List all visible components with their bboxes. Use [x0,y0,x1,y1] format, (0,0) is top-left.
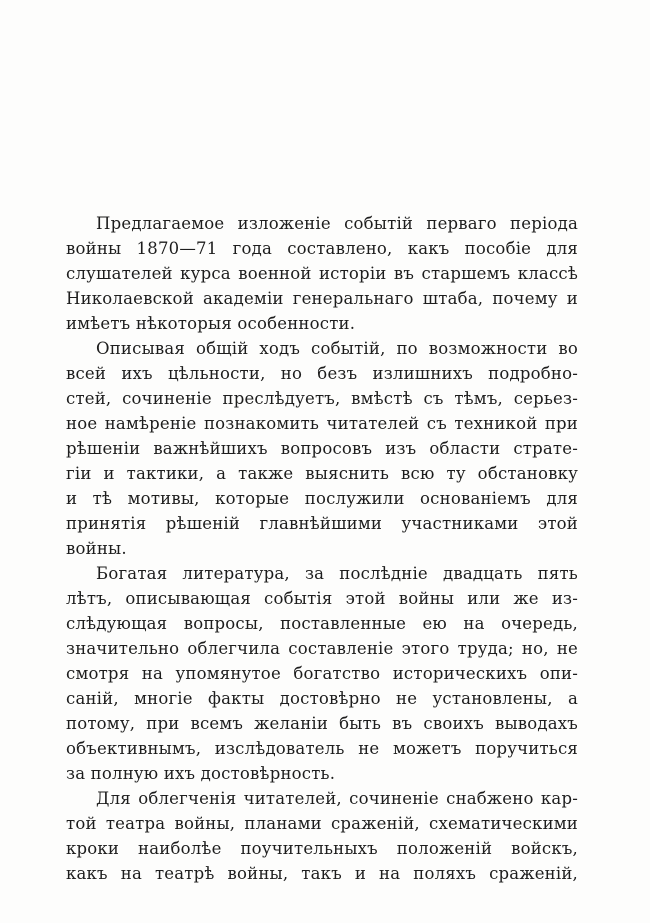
text-line: войны 1870—71 года составлено, какъ пособіе для [66,239,578,258]
text-line: значительно облегчила составленіе этого труда; но, не [66,639,578,658]
text-line: какъ на театрѣ войны, такъ и на поляхъ сраженій, [66,864,578,883]
text-line: кроки наиболѣе поучительныхъ положеній войскъ, [66,839,578,858]
paragraph [66,211,578,336]
text-line: и тѣ мотивы, которые послужили основаніемъ для [66,489,578,508]
text-line: той театра войны, планами сраженій, схематическими [66,814,578,833]
text-line: объективнымъ, изслѣдователь не можетъ поручиться [66,739,578,758]
text-line: слушателей курса военной исторіи въ старшемъ классѣ [66,264,578,283]
text-line: ное намѣреніе познакомить читателей съ техникой при [66,414,578,433]
text-line: войны. [66,539,127,558]
paragraph [66,336,578,561]
paragraph [66,561,578,786]
text-line: за полную ихъ достовѣрность. [66,764,336,783]
text-line: Для облегченія читателей, сочиненіе снабжено кар- [96,789,578,808]
text-line: слѣдующая вопросы, поставленные ею на очередь, [66,614,578,633]
text-line: всей ихъ цѣльности, но безъ излишнихъ подробно- [66,364,578,383]
text-line: гіи и тактики, а также выяснить всю ту обстановку [66,464,578,483]
text-line: саній, многіе факты достовѣрно не установлены, а [66,689,578,708]
text-line: стей, сочиненіе преслѣдуетъ, вмѣстѣ съ тѣмъ, серьез- [66,389,578,408]
text-line: потому, при всемъ желаніи быть въ своихъ выводахъ [66,714,578,733]
text-line: принятія рѣшеній главнѣйшими участниками этой [66,514,578,533]
text-line: Николаевской академіи генеральнаго штаба, почему и [66,289,578,308]
text-line: Богатая литература, за послѣдніе двадцать пять [96,564,578,583]
text-line: смотря на упомянутое богатство историческихъ опи- [66,664,578,683]
paragraph [66,786,578,886]
text-line: Предлагаемое изложеніе событій перваго періода [96,214,578,233]
text-line: лѣтъ, описывающая событія этой войны или же из- [66,589,578,608]
text-line: имѣетъ нѣкоторыя особенности. [66,314,356,333]
text-line: Описывая общій ходъ событій, по возможности во [96,339,578,358]
page-text [66,211,578,886]
text-line: рѣшеніи важнѣйшихъ вопросовъ изъ области страте- [66,439,578,458]
